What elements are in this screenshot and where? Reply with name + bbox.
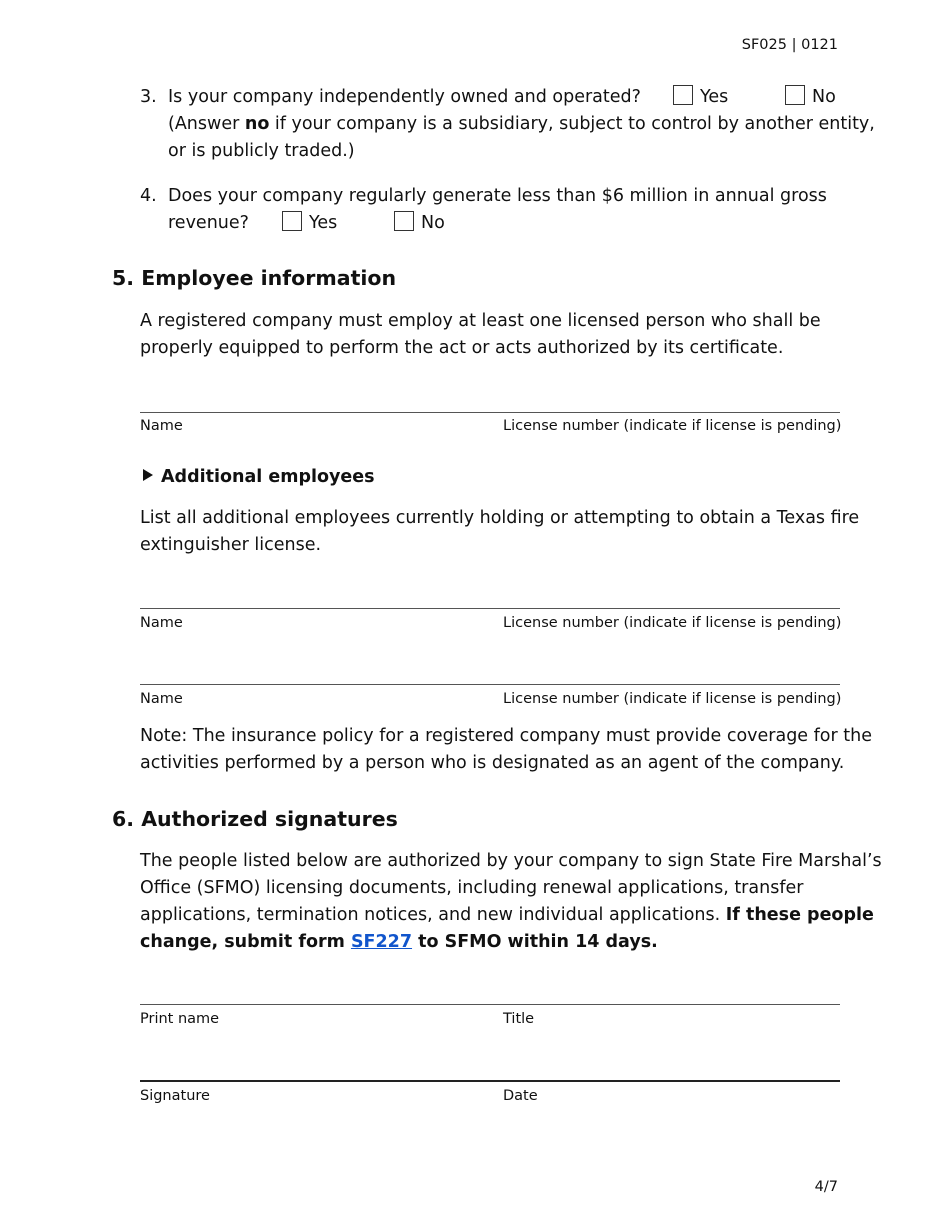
form-code: SF025 | 0121	[741, 37, 838, 53]
employee-row-1-line[interactable]	[140, 412, 840, 413]
section6-title: 6. Authorized signatures	[112, 807, 398, 831]
q4-no-label: No	[421, 213, 445, 233]
q3-question: Is your company independently owned and operated?	[168, 87, 641, 107]
additional-line1: List all additional employees currently holding or attempting to obtain a Texas fire	[140, 508, 860, 528]
employee-row-2-name-label: Name	[140, 615, 183, 631]
q4-no-checkbox[interactable]	[394, 211, 414, 231]
sf227-link[interactable]: SF227	[350, 932, 413, 952]
page-number: 4/7	[814, 1179, 838, 1195]
date-label: Date	[503, 1088, 538, 1104]
signature-label: Signature	[140, 1088, 210, 1104]
employee-row-1-license-label: License number (indicate if license is pending)	[503, 418, 842, 434]
q3-note: (Answer no if your company is a subsidiary, subject to control by another entity,	[168, 114, 875, 134]
q3-yes-label: Yes	[700, 87, 729, 107]
employee-row-2-license-label: License number (indicate if license is pending)	[503, 615, 842, 631]
section5-intro-line1: A registered company must employ at least one licensed person who shall be	[140, 311, 821, 331]
q3-no-label: No	[812, 87, 836, 107]
disclosure-triangle-icon	[143, 469, 153, 481]
employee-row-3-line[interactable]	[140, 684, 840, 685]
title-label: Title	[503, 1011, 535, 1027]
q3-yes-checkbox[interactable]	[673, 85, 693, 105]
insurance-note-line1: Note: The insurance policy for a registered company must provide coverage for the	[140, 726, 872, 746]
q3-note-line2: or is publicly traded.)	[168, 141, 355, 161]
q4-yes-checkbox[interactable]	[282, 211, 302, 231]
section5-title: 5. Employee information	[112, 266, 397, 290]
employee-row-2-line[interactable]	[140, 608, 840, 609]
q3-number: 3.	[140, 87, 157, 107]
signature-row-2-line[interactable]	[140, 1080, 840, 1082]
section5-intro-line2: properly equipped to perform the act or acts authorized by its certificate.	[140, 338, 784, 358]
q4-yes-label: Yes	[309, 213, 338, 233]
section6-line1: The people listed below are authorized by your company to sign State Fire Marshal’s	[140, 851, 882, 871]
additional-line2: extinguisher license.	[140, 535, 322, 555]
q3-no-checkbox[interactable]	[785, 85, 805, 105]
print-name-label: Print name	[140, 1011, 220, 1027]
employee-row-3-license-label: License number (indicate if license is pending)	[503, 691, 842, 707]
q4-question-line2: revenue?	[168, 213, 249, 233]
section6-line2: Office (SFMO) licensing documents, including renewal applications, transfer	[140, 878, 804, 898]
signature-row-1-line[interactable]	[140, 1004, 840, 1005]
employee-row-3-name-label: Name	[140, 691, 183, 707]
section6-line3: applications, termination notices, and new individual applications. If these people	[140, 905, 874, 925]
additional-employees-toggle[interactable]	[143, 464, 375, 490]
section6-line4: change, submit form SF227 to SFMO within 14 days.	[140, 932, 658, 952]
insurance-note-line2: activities performed by a person who is designated as an agent of the company.	[140, 753, 845, 773]
q4-question: Does your company regularly generate less than $6 million in annual gross	[168, 186, 827, 206]
additional-employees-title: Additional employees	[161, 467, 375, 487]
q4-number: 4.	[140, 186, 157, 206]
employee-row-1-name-label: Name	[140, 418, 183, 434]
